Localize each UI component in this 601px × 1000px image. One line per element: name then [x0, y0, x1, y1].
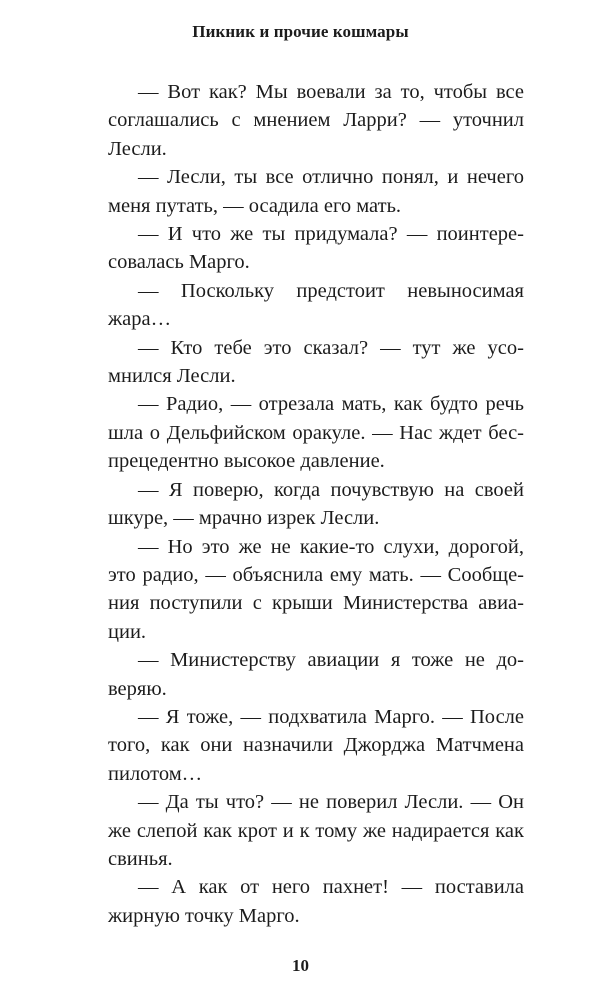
paragraph: — Кто тебе это сказал? — тут же усомнился Лесли.: [108, 336, 524, 388]
body-text: [108, 78, 524, 930]
page-number: 10: [292, 956, 309, 975]
paragraph: — Я поверю, когда почувствую на своей шкуре, — мрачно изрек Лесли.: [108, 478, 524, 530]
paragraph: — Радио, — отрезала мать, как будто речь шла о Дельфийском оракуле. — Нас ждет беспрецедентно высокое давление.: [108, 393, 524, 473]
paragraph: — А как от него пахнет! — поставила жирную точку Марго.: [108, 876, 524, 927]
paragraph: — Вот как? Мы воевали за то, чтобы все соглашались с мнением Ларри? — уточнил Лесли.: [108, 81, 524, 160]
paragraph: — Поскольку предстоит невыносимая жара…: [108, 279, 524, 331]
paragraph: — Лесли, ты все отлично понял, и нечего меня путать, — осадила его мать.: [108, 166, 524, 217]
paragraph: — Министерству авиации я тоже не доверяю.: [108, 649, 524, 700]
paragraph: — И что же ты придумала? — поинтересовалась Марго.: [108, 223, 524, 274]
running-title: Пикник и прочие кошмары: [192, 22, 409, 41]
paragraph: — Да ты что? — не поверил Лесли. — Он же слепой как крот и к тому же надирается как свинья.: [108, 791, 524, 870]
paragraph: — Но это же не какие-то слухи, дорогой, это радио, — объяснила ему мать. — Сообщения поступили с крыши Министерства авиации.: [108, 535, 524, 643]
paragraph: — Я тоже, — подхватила Марго. — После того, как они назначили Джорджа Матчмена пилотом…: [108, 705, 524, 785]
